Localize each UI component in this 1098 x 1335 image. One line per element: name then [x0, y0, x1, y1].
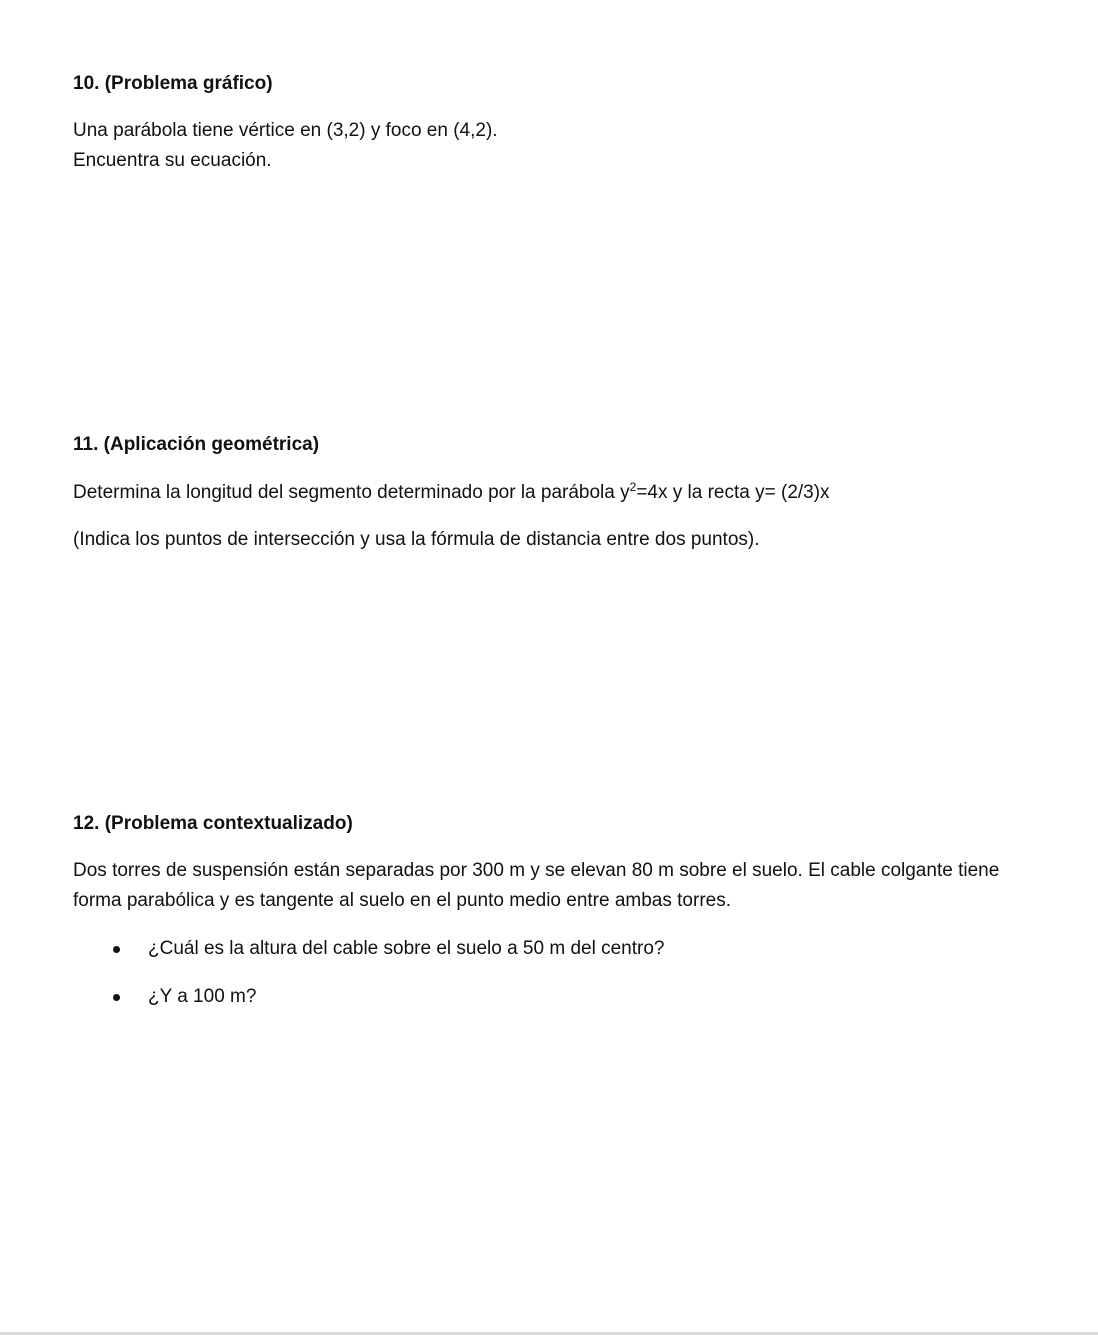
- problem-11-note: (Indica los puntos de intersección y usa la fórmula de distancia entre dos puntos).: [73, 529, 760, 550]
- problem-11-heading: 11. (Aplicación geométrica): [73, 434, 320, 455]
- problem-10-heading: 10. (Problema gráfico): [73, 73, 273, 94]
- bullet-icon: [113, 946, 120, 953]
- bullet-icon: [113, 994, 120, 1001]
- problem-10-line-1: Una parábola tiene vértice en (3,2) y foco en (4,2).: [73, 120, 498, 141]
- problem-11-statement: [73, 478, 830, 508]
- problem-11-exponent: 2: [629, 480, 637, 494]
- problem-12-heading: 12. (Problema contextualizado): [73, 813, 353, 834]
- question-text: ¿Cuál es la altura del cable sobre el suelo a 50 m del centro?: [148, 938, 665, 959]
- question-text: ¿Y a 100 m?: [148, 986, 257, 1007]
- problem-12-statement: Dos torres de suspensión están separadas por 300 m y se elevan 80 m sobre el suelo. El cable colgante tiene forma parabólica y es tangente al suelo en el punto medio entre ambas torres.: [73, 860, 1000, 911]
- problem-10-line-2: Encuentra su ecuación.: [73, 150, 272, 171]
- problem-11-statement-after: =4x y la recta y= (2/3)x: [636, 482, 830, 503]
- problem-11-statement-before: Determina la longitud del segmento determinado por la parábola y: [73, 482, 630, 503]
